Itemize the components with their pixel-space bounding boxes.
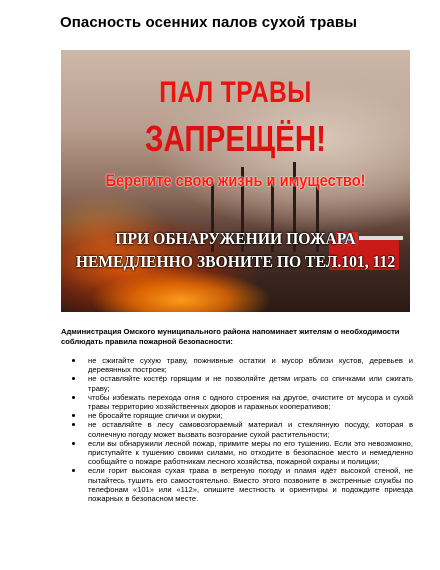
intro-paragraph: Администрация Омского муниципального района напоминает жителям о необходимости соблюдать правила пожарной безопасности: xyxy=(61,327,400,346)
list-item xyxy=(61,466,413,503)
list-item xyxy=(61,411,413,420)
list-item xyxy=(61,439,413,467)
poster-heading: ПАЛ ТРАВЫ xyxy=(159,76,312,109)
list-item-text: не оставляйте в лесу самовозгораемый материал и стеклянную посуду, которая в солнечную погоду может вызвать возгорание сухой растительности; xyxy=(88,420,413,439)
page-title: Опасность осенних палов сухой травы xyxy=(60,14,358,31)
list-item-text: не сжигайте сухую траву, пожнивные остатки и мусор вблизи кустов, деревьев и деревянных построек; xyxy=(88,356,413,375)
poster-slogan: Берегите свою жизнь и имущество! xyxy=(105,171,366,190)
list-item-text: не оставляйте костёр горящим и не позволяйте детям играть со спичками или сжигать траву; xyxy=(88,374,413,393)
list-item xyxy=(61,393,413,411)
list-item-text: если горит высокая сухая трава в ветреную погоду и пламя идёт высокой стеной, не пытайтесь тушить его самостоятельно. Вместо этого позвоните в экстренные службы по телефонам «101» или «112», опишите местность и ориентиры и подождите приезда пожарных в безопасном месте. xyxy=(88,466,413,504)
poster-instruction: ПРИ ОБНАРУЖЕНИИ ПОЖАРА xyxy=(115,229,356,248)
list-item-text: если вы обнаружили лесной пожар, примите меры по его тушению. Если это невозможно, приступайте к тушению своими силами, но отходите в безопасное место и немедленно сообщайте о пожаре работникам лесного хозяйства, пожарной охраны и полиции; xyxy=(88,438,413,467)
poster-prohibited: ЗАПРЕЩЁН! xyxy=(144,118,326,159)
list-item xyxy=(61,356,413,374)
safety-rules-list xyxy=(61,356,413,503)
fire-poster-image xyxy=(61,50,410,312)
list-item xyxy=(61,374,413,392)
list-item-text: не бросайте горящие спички и окурки; xyxy=(88,411,223,421)
poster-phone: НЕМЕДЛЕННО ЗВОНИТЕ ПО ТЕЛ.101, 112 xyxy=(75,252,396,271)
list-item-text: чтобы избежать перехода огня с одного строения на другое, очистите от мусора и сухой травы территорию хозяйственных дворов и гаражных кооперативов; xyxy=(88,392,413,412)
list-item xyxy=(61,420,413,438)
